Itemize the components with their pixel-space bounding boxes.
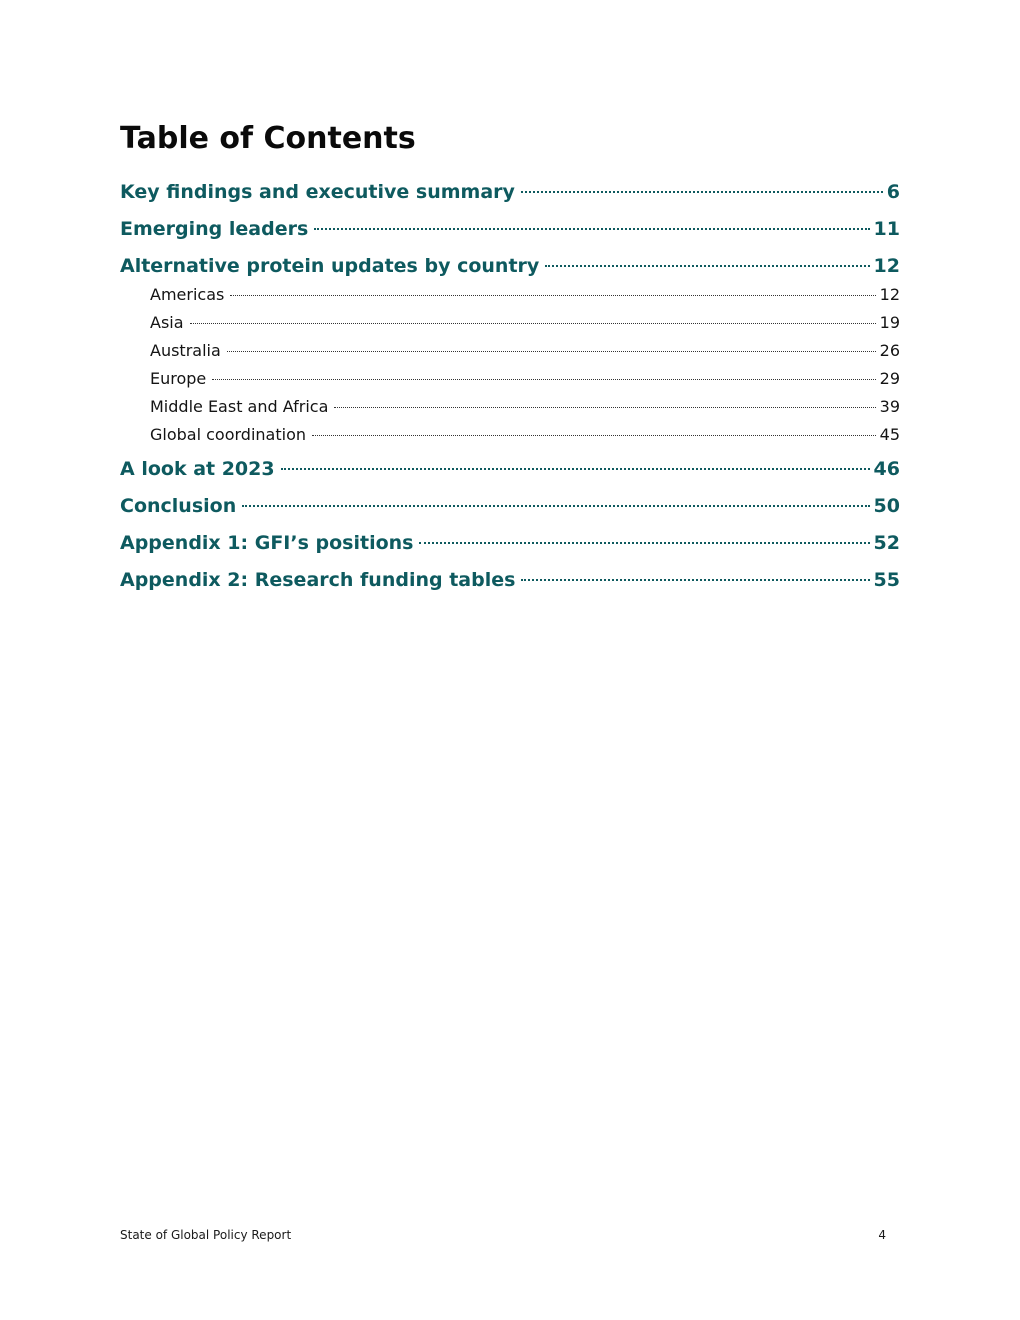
- toc-entry-label: Key findings and executive summary: [120, 181, 515, 203]
- footer-report-name: State of Global Policy Report: [120, 1228, 292, 1242]
- toc-entry-emerging-leaders[interactable]: [120, 211, 900, 248]
- toc-entry-label: Appendix 1: GFI’s positions: [120, 532, 414, 554]
- toc-entry-page: 55: [873, 569, 900, 591]
- toc-entry-conclusion[interactable]: [120, 488, 900, 525]
- toc-entry-label: Asia: [150, 313, 184, 332]
- toc-subentry-global-coordination[interactable]: [120, 421, 900, 449]
- toc-entry-page: 50: [873, 495, 900, 517]
- dot-leader: [242, 505, 869, 507]
- toc-entry-page: 29: [879, 369, 900, 388]
- toc-entry-label: A look at 2023: [120, 458, 275, 480]
- toc-entry-label: Appendix 2: Research funding tables: [120, 569, 516, 591]
- toc-subentry-australia[interactable]: [120, 337, 900, 365]
- dot-leader: [281, 468, 870, 470]
- toc-entry-label: Europe: [150, 369, 207, 388]
- toc-entry-label: Emerging leaders: [120, 218, 309, 240]
- dot-leader: [190, 323, 876, 324]
- dot-leader: [521, 191, 883, 193]
- toc-entry-page: 19: [879, 313, 900, 332]
- dot-leader: [314, 228, 869, 230]
- toc-entry-label: Australia: [150, 341, 221, 360]
- toc-entry-page: 52: [873, 532, 900, 554]
- toc-entry-label: Global coordination: [150, 425, 306, 444]
- dot-leader: [230, 295, 875, 296]
- toc-entry-appendix-2[interactable]: [120, 562, 900, 599]
- dot-leader: [545, 265, 869, 267]
- toc-entry-page: 45: [879, 425, 900, 444]
- toc-subentry-americas[interactable]: [120, 281, 900, 309]
- toc-entry-label: Americas: [150, 285, 225, 304]
- toc-subentry-middle-east-africa[interactable]: [120, 393, 900, 421]
- toc-entry-page: 46: [873, 458, 900, 480]
- dot-leader: [334, 407, 875, 408]
- page-title: Table of Contents: [120, 121, 416, 156]
- toc-subentry-asia[interactable]: [120, 309, 900, 337]
- footer-page-number: 4: [878, 1228, 886, 1242]
- toc-entry-key-findings[interactable]: [120, 174, 900, 211]
- toc-subentry-europe[interactable]: [120, 365, 900, 393]
- toc-entry-label: Alternative protein updates by country: [120, 255, 540, 277]
- dot-leader: [521, 579, 869, 581]
- toc-entry-appendix-1[interactable]: [120, 525, 900, 562]
- toc-entry-label: Conclusion: [120, 495, 237, 517]
- toc-entry-label: Middle East and Africa: [150, 397, 329, 416]
- dot-leader: [419, 542, 869, 544]
- table-of-contents: [120, 174, 900, 599]
- toc-entry-page: 39: [879, 397, 900, 416]
- toc-entry-page: 11: [873, 218, 900, 240]
- dot-leader: [227, 351, 876, 352]
- toc-entry-page: 12: [879, 285, 900, 304]
- toc-entry-page: 12: [873, 255, 900, 277]
- page-footer: [120, 1228, 886, 1242]
- dot-leader: [212, 379, 875, 380]
- toc-entry-page: 26: [879, 341, 900, 360]
- toc-entry-page: 6: [886, 181, 900, 203]
- dot-leader: [312, 435, 876, 436]
- toc-entry-updates-by-country[interactable]: [120, 248, 900, 285]
- toc-entry-look-at-2023[interactable]: [120, 451, 900, 488]
